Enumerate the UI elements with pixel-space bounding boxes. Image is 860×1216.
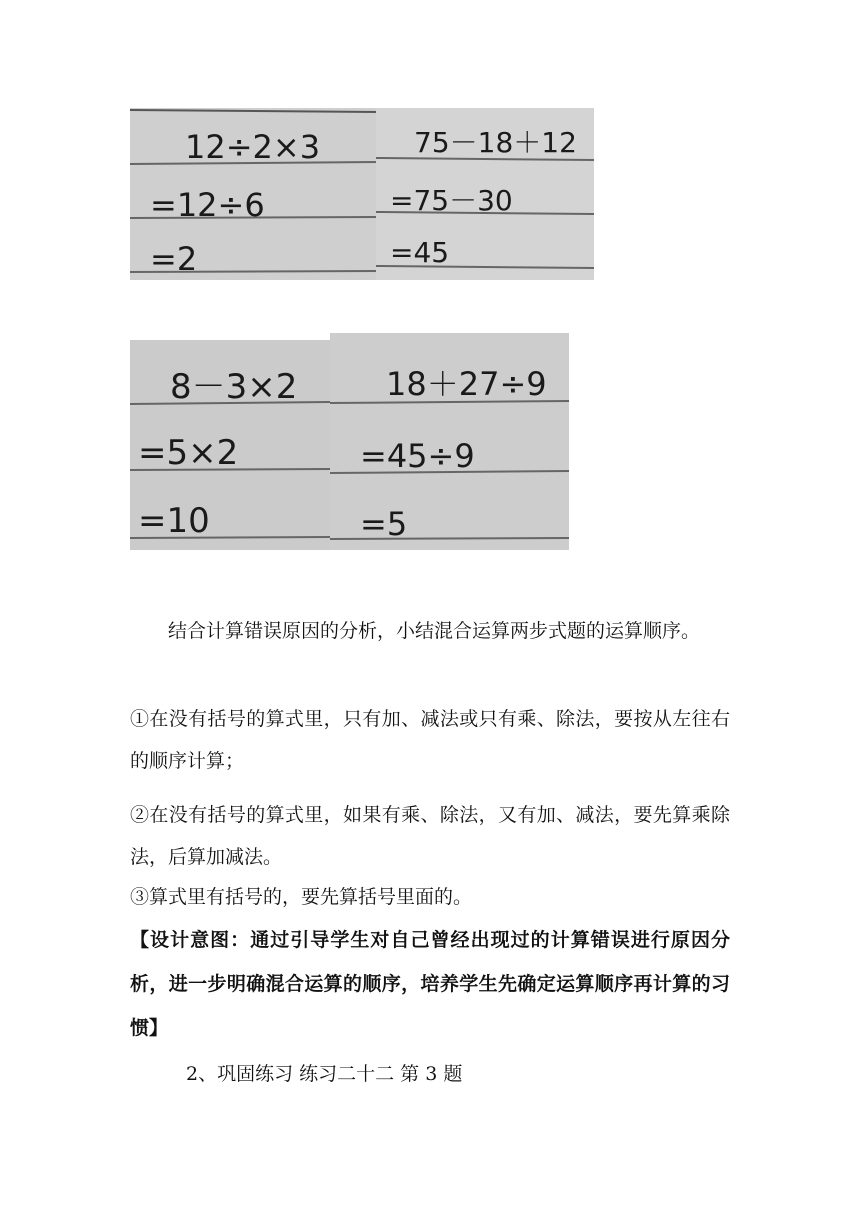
photo-4-line-1: 18＋27÷9: [386, 365, 547, 403]
photo-3-line-3: =10: [138, 501, 210, 541]
rule-3: ③算式里有括号的，要先算括号里面的。: [130, 886, 473, 908]
photo-2-line-3: =45: [390, 236, 450, 269]
photo-2-line-2: =75－30: [390, 184, 513, 217]
handwritten-photo-4: [330, 333, 569, 550]
handwritten-photo-3: [130, 340, 330, 550]
photo-1-line-1: 12÷2×3: [185, 128, 321, 166]
handwritten-photo-2: [376, 108, 594, 280]
design-intent-note: 【设计意图：通过引导学生对自己曾经出现过的计算错误进行原因分析，进一步明确混合运算的顺序，培养学生先确定运算顺序再计算的习惯】: [130, 929, 730, 1039]
intro-paragraph: 结合计算错误原因的分析，小结混合运算两步式题的运算顺序。: [168, 620, 701, 642]
photo-3-line-2: =5×2: [138, 433, 239, 473]
section-heading: 2、巩固练习 练习二十二 第 3 题: [186, 1063, 463, 1085]
photo-3-line-1: 8－3×2: [170, 367, 298, 407]
rule-1: ①在没有括号的算式里，只有加、减法或只有乘、除法，要按从左往右的顺序计算；: [130, 708, 730, 772]
handwritten-photo-1: [130, 108, 378, 280]
photo-4-line-2: =45÷9: [360, 437, 475, 475]
photo-1-line-3: =2: [150, 240, 198, 278]
photo-1-line-2: =12÷6: [150, 186, 265, 224]
photo-2-line-1: 75－18＋12: [414, 126, 577, 159]
photo-4-line-3: =5: [360, 505, 408, 543]
rule-2: ②在没有括号的算式里，如果有乘、除法，又有加、减法，要先算乘除法，后算加减法。: [130, 804, 730, 868]
